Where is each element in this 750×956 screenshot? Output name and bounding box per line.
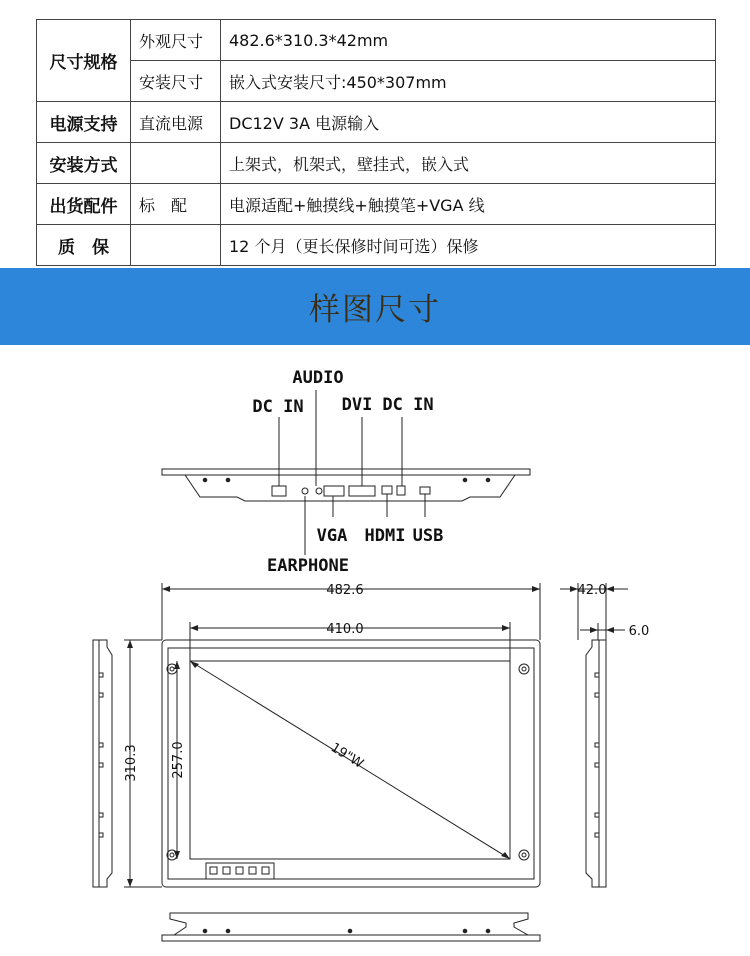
audio-port [316,488,322,494]
spec-value: 12 个月（更长保修时间可选）保修 [221,225,716,266]
spec-sub: 外观尺寸 [131,20,221,61]
spec-head-accessories: 出货配件 [37,184,131,225]
table-row [37,102,716,143]
dimension-arrows [127,586,614,887]
left-side-view [93,640,112,887]
screen-width-label: 410.0 [326,622,364,637]
spec-sub: 标 配 [131,184,221,225]
usb-label: USB [412,526,444,546]
screen-height-label: 257.0 [171,741,186,779]
spec-value: 电源适配+触摸线+触摸笔+VGA 线 [221,184,716,225]
spec-table [36,19,716,266]
spec-value: 上架式，机架式，壁挂式，嵌入式 [221,143,716,184]
spec-head-size: 尺寸规格 [37,20,131,102]
table-row [37,61,716,102]
table-row [37,225,716,266]
dc-in-label-2: DC IN [382,395,434,415]
depth-label: 42.0 [577,583,607,598]
earphone-port [302,488,308,494]
spec-sub [131,225,221,266]
hdmi-label: HDMI [364,526,406,546]
table-row [37,184,716,225]
table-row [37,20,716,61]
overall-height-label: 310.3 [124,744,139,782]
bezel-label: 6.0 [628,624,650,639]
overall-width-label: 482.6 [326,583,364,598]
dc-in-label: DC IN [252,397,304,417]
spec-sub: 安装尺寸 [131,61,221,102]
button-panel [206,863,274,879]
dc-in-port [272,486,286,496]
section-banner [0,268,750,345]
spec-sub [131,143,221,184]
spec-value: 嵌入式安装尺寸:450*307mm [221,61,716,102]
hdmi-port [382,486,392,494]
diagonal-label: 19"W [327,740,366,772]
spec-value: DC12V 3A 电源输入 [221,102,716,143]
dimension-drawing [0,345,750,956]
dc-in-port-2 [397,486,405,495]
vga-port [324,486,344,496]
audio-label: AUDIO [292,368,344,388]
spec-sub: 直流电源 [131,102,221,143]
spec-value: 482.6*310.3*42mm [221,20,716,61]
spec-head-mount: 安装方式 [37,143,131,184]
usb-port [420,487,430,494]
spec-head-warranty: 质 保 [37,225,131,266]
vga-label: VGA [316,526,348,546]
earphone-label: EARPHONE [267,556,349,576]
dvi-port [349,486,375,496]
bottom-view [162,913,540,941]
banner-title: 样图尺寸 [309,292,441,328]
table-row [37,143,716,184]
dvi-label: DVI [341,395,373,415]
spec-head-power: 电源支持 [37,102,131,143]
